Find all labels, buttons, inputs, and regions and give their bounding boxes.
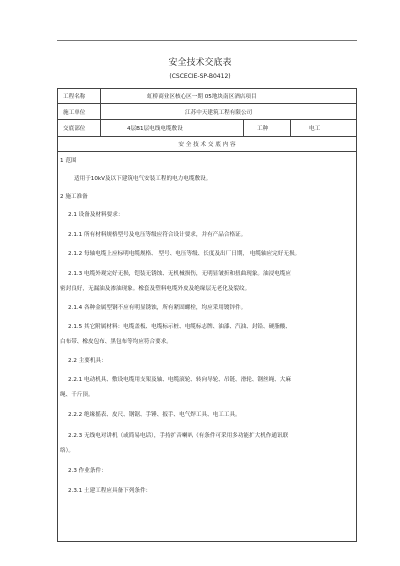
content-line: 2.3 作业条件： xyxy=(68,468,107,474)
project-value: 虹桥商业区核心区一期 05地块南区酒店项目 xyxy=(147,94,257,100)
trade-divider-right xyxy=(290,119,291,136)
trade-value: 电工 xyxy=(309,126,321,132)
content-line: 络）。 xyxy=(60,448,74,454)
label-divider xyxy=(100,88,101,136)
row-unit xyxy=(57,103,357,120)
content-line: 2.1.2 每轴电缆上应标明电缆规格、 型号、电压等级、长度及出厂日期， 电缆轴应完好无损。 xyxy=(68,251,301,257)
content-line: 2.2.1 电动机具、敷设电缆用支架及轴、电缆滚轮、转向导轮、吊链、滑轮、钢丝绳、大麻 xyxy=(68,377,291,383)
content-line: 2.1.1 所有材料规格型号及电压等级应符合设计要求，并有产品合格证。 xyxy=(68,232,247,238)
content-line: 2.1.4 各种金属型钢不应有明显锈蚀，所有紧固螺栓，均应采用镀锌件。 xyxy=(68,305,247,311)
content-line: 绳、千斤顶。 xyxy=(60,392,94,398)
document-title: 安全技术交底表 xyxy=(168,58,232,68)
top-rule xyxy=(57,40,357,41)
unit-value: 江苏中天建筑工程有限公司 xyxy=(185,110,253,116)
part-value: 4层B1层电线电缆敷设 xyxy=(127,126,183,132)
project-label: 工程名称 xyxy=(63,94,86,100)
content-line: 2.3.1 土建工程应具备下列条件： xyxy=(68,488,152,494)
content-line: 2.1.5 其它附属材料：电缆盖板、电缆标示桩、电缆标志牌、油漆、汽油、封铅、硬脂酸、 xyxy=(68,324,291,330)
content-line: 2.1 设备及材料要求： xyxy=(68,212,124,218)
row-content-heading xyxy=(57,136,357,152)
content-body xyxy=(60,151,352,539)
part-label: 交底部位 xyxy=(63,126,86,132)
content-line: 密封良好，无漏油及渗油现象。橡套及塑料电缆外皮及绝缘层无老化及裂纹。 xyxy=(60,286,251,292)
content-line: 适用于10kV及以下建筑电气安装工程的电力电缆敷设。 xyxy=(74,176,212,182)
content-line: 2.2.2 绝缘摇表、皮尺、钢锯、手锤、扳手、电气焊工具、电工工具。 xyxy=(68,412,241,418)
row-part xyxy=(57,119,357,137)
content-line: 2.2 主要机具： xyxy=(68,358,107,364)
trade-label: 工种 xyxy=(257,126,269,132)
content-line: 1 范围 xyxy=(60,158,77,164)
trade-divider-left xyxy=(243,119,244,136)
unit-label: 施工单位 xyxy=(63,110,86,116)
content-line: 2.1.3 电缆外观完好无损，铠装无锈蚀、无机械损伤，无明显皱折和扭曲现象。油浸电缆应 xyxy=(68,271,291,277)
content-heading: 安 全 技 术 交 底 内 容 xyxy=(178,142,236,148)
content-line: 白布带、橡皮包布、黑包布等均应符合要求。 xyxy=(60,339,172,345)
document-code: (CSCECIE-SP-B0412) xyxy=(169,73,231,80)
content-line: 2 施工准备 xyxy=(60,194,88,200)
content-line: 2.2.3 无线电对讲机（或简易电话），手持扩音喇叭（有条件可采用多功能扩大机作通讯联 xyxy=(68,433,289,439)
row-project xyxy=(57,88,357,104)
